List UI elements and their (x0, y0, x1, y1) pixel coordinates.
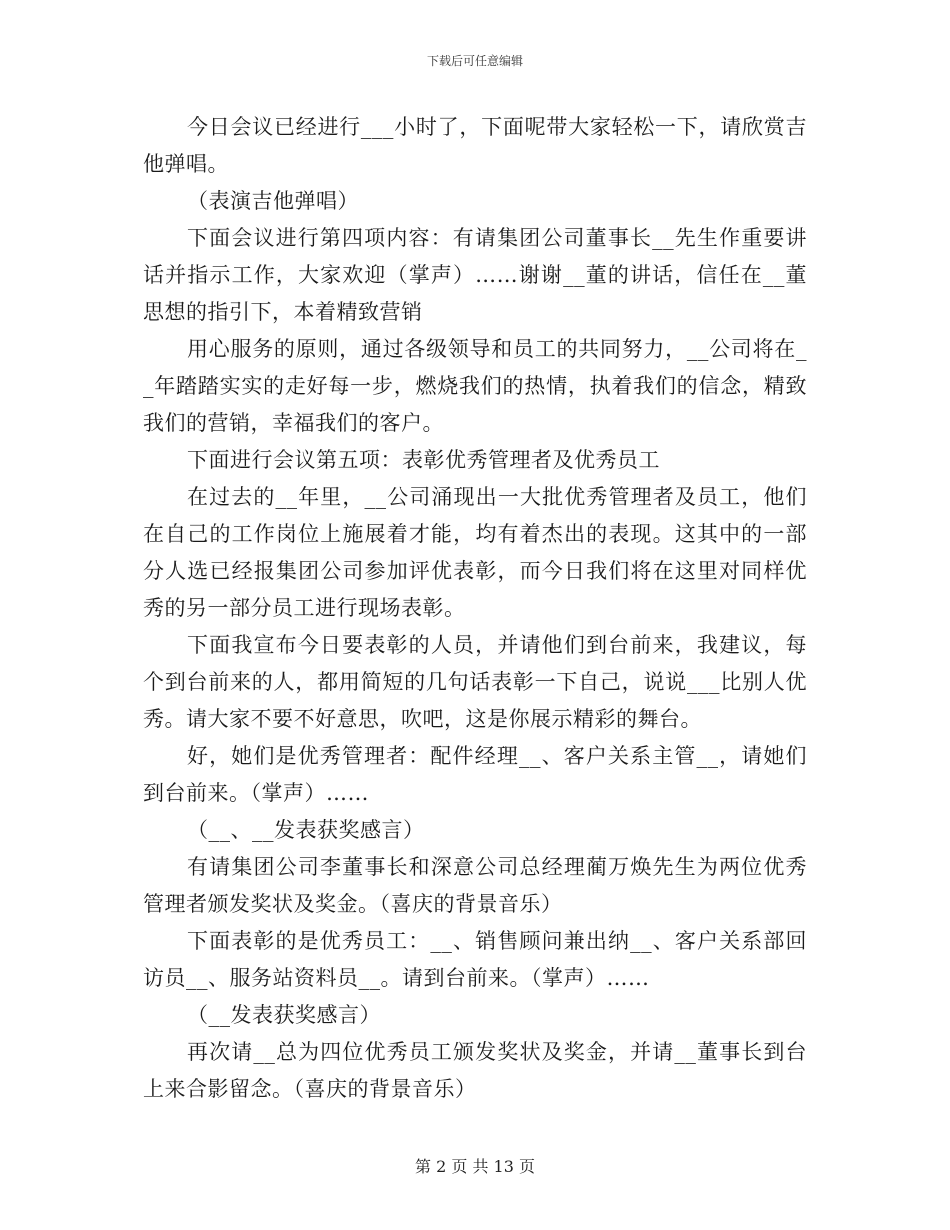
paragraph: 下面会议进行第四项内容：有请集团公司董事长__先生作重要讲话并指示工作，大家欢迎（掌声）……谢谢__董的讲话，信任在__董思想的指引下，本着精致营销 (143, 226, 807, 324)
paragraph: 今日会议已经进行___小时了，下面呢带大家轻松一下，请欣赏吉他弹唱。 (143, 115, 807, 176)
paragraph: 下面我宣布今日要表彰的人员，并请他们到台前来，我建议，每个到台前来的人，都用简短的几句话表彰一下自己，说说___比别人优秀。请大家不要不好意思，吹吧，这是你展示精彩的舞台。 (143, 633, 807, 731)
paragraph: 用心服务的原则，通过各级领导和员工的共同努力，__公司将在__年踏踏实实的走好每一步，燃烧我们的热情，执着我们的信念，精致我们的营销，幸福我们的客户。 (143, 337, 807, 435)
paragraph: 在过去的__年里，__公司涌现出一大批优秀管理者及员工，他们在自己的工作岗位上施展着才能，均有着杰出的表现。这其中的一部分人选已经报集团公司参加评优表彰，而今日我们将在这里对同样优秀的另一部分员工进行现场表彰。 (143, 485, 807, 620)
paragraph: 有请集团公司李董事长和深意公司总经理蔺万焕先生为两位优秀管理者颁发奖状及奖金。（喜庆的背景音乐） (143, 855, 807, 916)
page-footer: 第 2 页 共 13 页 (415, 1157, 535, 1176)
paragraph: 好，她们是优秀管理者：配件经理__、客户关系主管__，请她们到台前来。（掌声）…… (143, 744, 807, 805)
paragraph: 再次请__总为四位优秀员工颁发奖状及奖金，并请__董事长到台上来合影留念。（喜庆的背景音乐） (143, 1040, 807, 1101)
paragraph: 下面表彰的是优秀员工：__、销售顾问兼出纳__、客户关系部回访员__、服务站资料员__。请到台前来。（掌声）…… (143, 929, 807, 990)
paragraph: （__发表获奖感言） (187, 1003, 381, 1027)
paragraph: （__、__发表获奖感言） (187, 818, 425, 842)
document-body (143, 109, 807, 1108)
paragraph: （表演吉他弹唱） (187, 189, 359, 213)
paragraph: 下面进行会议第五项：表彰优秀管理者及优秀员工 (187, 448, 660, 472)
page-header: 下载后可任意编辑 (426, 54, 523, 68)
